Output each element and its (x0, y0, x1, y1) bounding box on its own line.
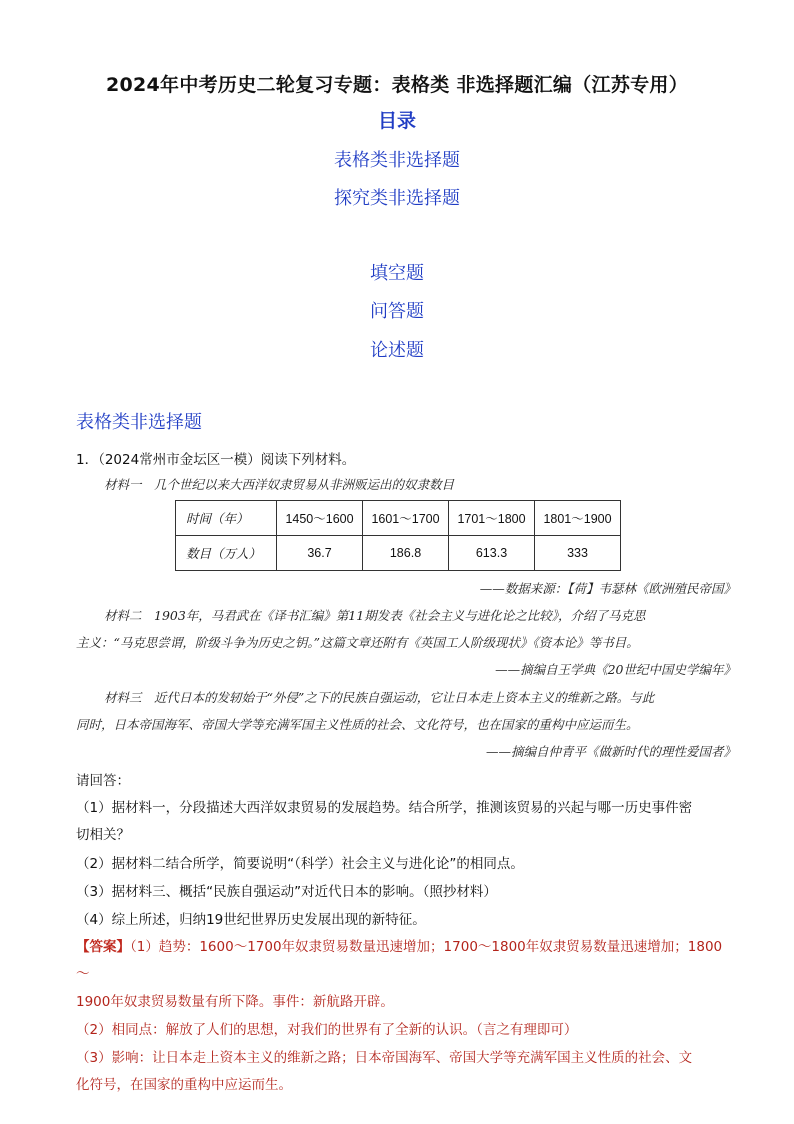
material1-source: ——数据来源：【荷】韦瑟林《欧洲殖民帝国》 (479, 581, 736, 596)
table-cell: 1601～1700 (363, 501, 449, 536)
material1-caption: 材料一 几个世纪以来大西洋奴隶贸易从非洲贩运出的奴隶数目 (104, 477, 455, 492)
toc-link-qa[interactable]: 问答题 (370, 301, 424, 322)
table-cell: 613.3 (449, 536, 535, 571)
table-cell: 1701～1800 (449, 501, 535, 536)
answer-1-line1 (76, 935, 722, 955)
answer-tag: 【答案】 (76, 939, 130, 955)
subquestion-1-line2: 切相关？ (76, 827, 130, 843)
table-cell: 数目（万人） (176, 536, 277, 571)
material3-line2: 同时，日本帝国海军、帝国大学等充满军国主义性质的社会、文化符号，也在国家的重构中应运而生。 (76, 717, 639, 732)
subquestion-3: （3）据材料三、概括“民族自强运动”对近代日本的影响。（照抄材料） (76, 884, 497, 900)
table-cell: 333 (535, 536, 621, 571)
toc-link-table-questions[interactable]: 表格类非选择题 (334, 150, 460, 171)
subquestion-1-line1: （1）据材料一，分段描述大西洋奴隶贸易的发展趋势。结合所学，推测该贸易的兴起与哪一历史事件密 (76, 800, 693, 816)
answer-1-line3: 1900年奴隶贸易数量有所下降。事件：新航路开辟。 (76, 994, 394, 1010)
table-cell: 36.7 (277, 536, 363, 571)
material2-line1: 材料二 1903年，马君武在《译书汇编》第11期发表《社会主义与进化论之比较》，介绍了马克思 (104, 608, 646, 623)
material3-source: ——摘编自仲青平《做新时代的理性爱国者》 (485, 744, 736, 759)
question-prompt: 请回答： (76, 773, 130, 789)
answer-1-line2: ～ (76, 966, 90, 982)
answer-3-line1: （3）影响：让日本走上资本主义的维新之路；日本帝国海军、帝国大学等充满军国主义性质的社会、文 (76, 1050, 693, 1066)
document-title: 2024年中考历史二轮复习专题：表格类 非选择题汇编（江苏专用） (105, 74, 689, 96)
toc-link-fill-in[interactable]: 填空题 (370, 263, 424, 284)
table-row-values (176, 536, 621, 571)
slave-trade-table (175, 500, 621, 571)
material3-line1: 材料三 近代日本的发轫始于“外侵”之下的民族自强运动，它让日本走上资本主义的维新之路。与此 (104, 690, 655, 705)
subquestion-4: （4）综上所述，归纳19世纪世界历史发展出现的新特征。 (76, 912, 426, 928)
toc-link-essay[interactable]: 论述题 (370, 340, 424, 361)
table-cell: 1450～1600 (277, 501, 363, 536)
subquestion-2: （2）据材料二结合所学，简要说明“（科学）社会主义与进化论”的相同点。 (76, 856, 524, 872)
section-heading: 表格类非选择题 (76, 412, 202, 433)
toc-heading: 目录 (377, 110, 416, 132)
answer-1-text: （1）趋势：1600～1700年奴隶贸易数量迅速增加；1700～1800年奴隶贸易数量迅速增加；1800 (130, 939, 723, 955)
toc-link-inquiry-questions[interactable]: 探究类非选择题 (334, 188, 460, 209)
table-cell: 186.8 (363, 536, 449, 571)
table-cell: 1801～1900 (535, 501, 621, 536)
answer-3-line2: 化符号，在国家的重构中应运而生。 (76, 1077, 292, 1093)
table-row-header (176, 501, 621, 536)
material2-line2: 主义：“马克思尝谓，阶级斗争为历史之钥。”这篇文章还附有《英国工人阶级现状》《资本论》等书目。 (76, 635, 639, 650)
answer-2: （2）相同点：解放了人们的思想，对我们的世界有了全新的认识。（言之有理即可） (76, 1022, 578, 1038)
question-intro: 1．（2024常州市金坛区一模）阅读下列材料。 (76, 452, 356, 468)
table-cell: 时间（年） (176, 501, 277, 536)
material2-source: ——摘编自王学典《20世纪中国史学编年》 (495, 662, 736, 677)
